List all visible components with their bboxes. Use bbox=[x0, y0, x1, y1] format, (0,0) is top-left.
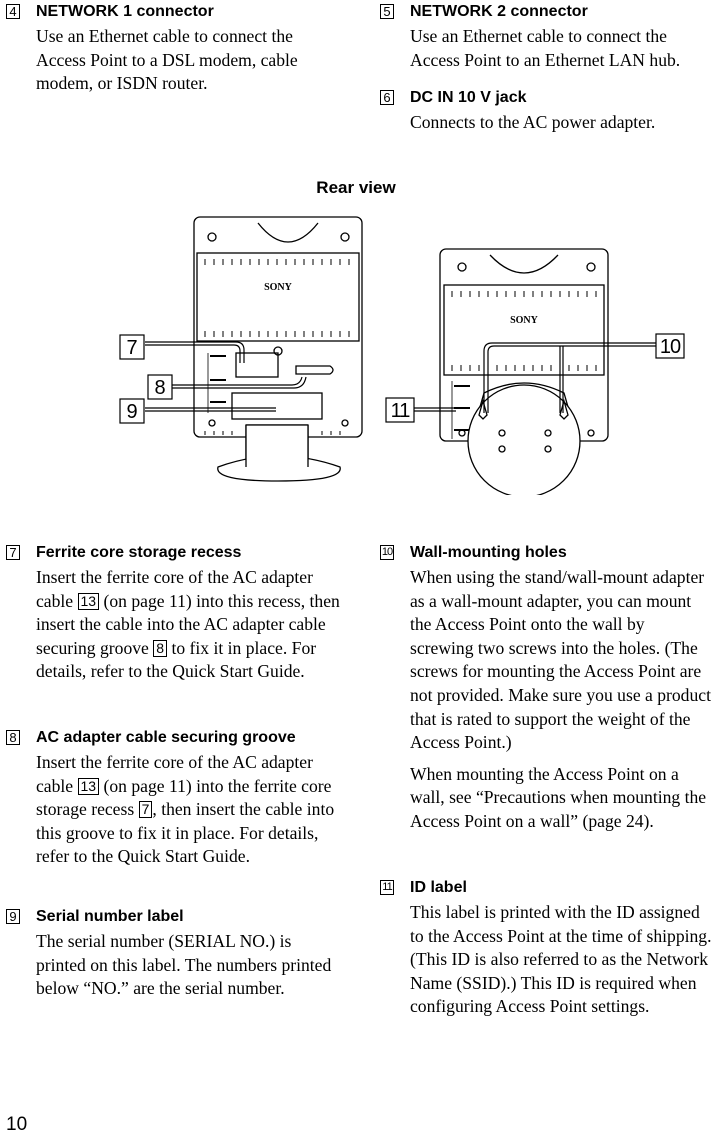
paragraph: Connects to the AC power adapter. bbox=[410, 112, 656, 132]
item-title: Serial number label bbox=[36, 908, 184, 925]
item-number: 5 bbox=[380, 4, 394, 19]
item-network2 bbox=[380, 2, 710, 72]
callout-10 bbox=[656, 334, 684, 358]
item-title: AC adapter cable securing groove bbox=[36, 729, 296, 746]
item-number: 6 bbox=[380, 90, 394, 105]
item-title: Ferrite core storage recess bbox=[36, 544, 242, 561]
item-heading bbox=[380, 878, 712, 898]
item-heading bbox=[6, 728, 341, 748]
inline-ref-13: 13 bbox=[78, 593, 100, 610]
item-body bbox=[36, 566, 341, 684]
paragraph: The serial number (SERIAL NO.) is printed on this label. The numbers printed below “NO.” are the serial number. bbox=[36, 931, 332, 999]
callout-11 bbox=[386, 398, 414, 422]
item-title: NETWORK 2 connector bbox=[410, 3, 588, 20]
paragraph: This label is printed with the ID assigned to the Access Point at the time of shipping. (This ID is also referred to as the Network Name (SSID).) This ID is required when configuring Access Point settings. bbox=[410, 902, 712, 1017]
figure-title: Rear view bbox=[316, 178, 396, 197]
callout-9 bbox=[120, 399, 144, 423]
item-number: 10 bbox=[381, 546, 393, 558]
page-number: 10 bbox=[6, 1114, 28, 1135]
item-ferrite-recess bbox=[6, 543, 341, 684]
inline-ref-13: 13 bbox=[78, 778, 100, 795]
device-left bbox=[194, 217, 362, 481]
callout-label: 10 bbox=[659, 336, 681, 358]
item-number: 7 bbox=[6, 545, 20, 560]
device-right bbox=[440, 249, 608, 495]
paragraph: When using the stand/wall-mount adapter as a wall-mount adapter, you can mount the Access Point onto the wall by screwing two screws into the holes. (The screws for mounting the Access Point are not provided. Make sure you use a product that is rated to support the weight of the Access Point.) bbox=[410, 567, 711, 753]
paragraph: Insert the ferrite core of the AC adapter cable 13 (on page 11) into this recess, then insert the cable into the AC adapter cable securing groove 8 to fix it in place. For details, refer to the Quick Start Guide. bbox=[36, 567, 340, 682]
item-id-label bbox=[380, 878, 712, 1019]
item-number: 11 bbox=[380, 880, 394, 895]
item-number: 9 bbox=[6, 909, 20, 924]
item-body bbox=[410, 111, 710, 135]
callout-label: 11 bbox=[390, 400, 410, 422]
item-body bbox=[410, 566, 712, 834]
callout-label: 9 bbox=[126, 401, 138, 423]
item-title: ID label bbox=[410, 879, 467, 896]
callout-8 bbox=[148, 375, 172, 399]
item-dc-in bbox=[380, 88, 710, 135]
callout-label: 7 bbox=[126, 337, 138, 359]
rear-view-illustration bbox=[0, 205, 712, 495]
item-body bbox=[36, 751, 341, 869]
item-heading bbox=[380, 2, 710, 22]
callout-label: 8 bbox=[154, 377, 166, 399]
paragraph: Use an Ethernet cable to connect the Access Point to a DSL modem, cable modem, or ISDN router. bbox=[36, 26, 298, 94]
item-heading bbox=[380, 88, 710, 108]
item-title: NETWORK 1 connector bbox=[36, 3, 214, 20]
item-heading bbox=[6, 543, 341, 563]
item-title: Wall-mounting holes bbox=[410, 544, 567, 561]
paragraph: When mounting the Access Point on a wall, see “Precautions when mounting the Access Point on a wall” (page 24). bbox=[410, 763, 707, 831]
item-title: DC IN 10 V jack bbox=[410, 89, 527, 106]
inline-ref-7: 7 bbox=[139, 801, 153, 818]
item-body bbox=[410, 25, 710, 72]
paragraph: Use an Ethernet cable to connect the Access Point to an Ethernet LAN hub. bbox=[410, 26, 681, 70]
item-cable-groove bbox=[6, 728, 341, 869]
brand-logo-left: SONY bbox=[264, 282, 292, 293]
brand-logo-right: SONY bbox=[510, 315, 538, 326]
item-body bbox=[36, 930, 341, 1001]
item-body bbox=[36, 25, 336, 96]
item-wall-holes bbox=[380, 543, 712, 834]
item-body bbox=[410, 901, 712, 1019]
item-heading bbox=[6, 907, 341, 927]
item-number: 4 bbox=[6, 4, 20, 19]
callout-7 bbox=[120, 335, 144, 359]
item-heading bbox=[380, 543, 712, 563]
item-number: 8 bbox=[6, 730, 20, 745]
item-heading bbox=[6, 2, 336, 22]
inline-ref-8: 8 bbox=[153, 640, 167, 657]
item-serial-label bbox=[6, 907, 341, 1001]
item-network1 bbox=[6, 2, 336, 96]
paragraph: Insert the ferrite core of the AC adapter cable 13 (on page 11) into the ferrite core storage recess 7 , then insert the cable into this groove to fix it in place. For details, refer to the Quick Start Guide. bbox=[36, 752, 335, 867]
